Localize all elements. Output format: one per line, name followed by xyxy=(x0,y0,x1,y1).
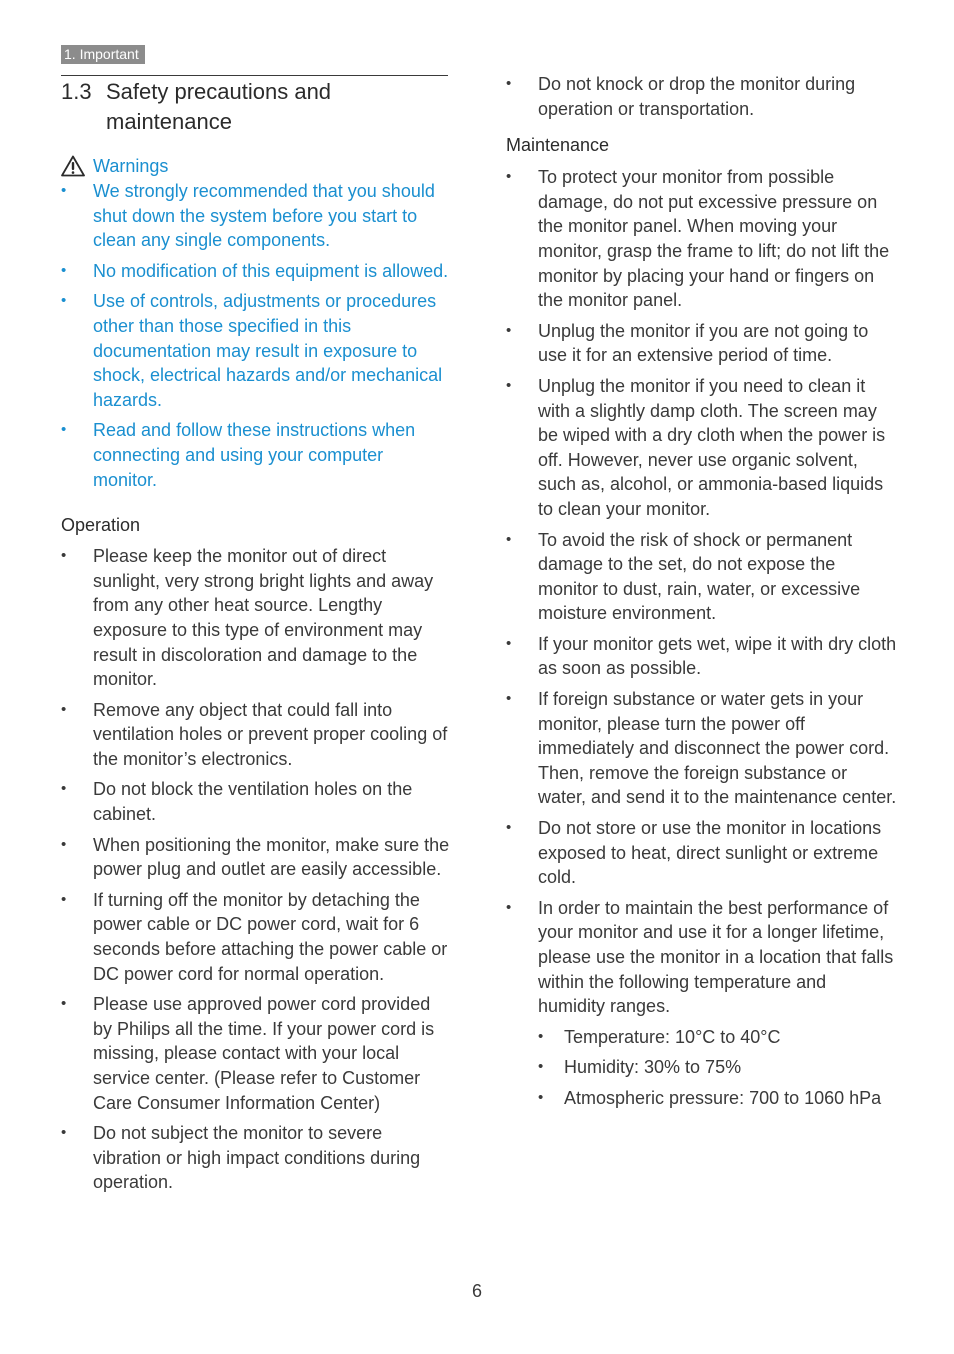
list-item: • Please keep the monitor out of direct sunlight, very strong bright lights and away from any other heat source. Lengthy exposure to this type of environment may result in discoloration and damage to the monitor. xyxy=(61,546,434,690)
list-item: • To protect your monitor from possible damage, do not put excessive pressure on the monitor panel. When moving your monitor, grasp the frame to lift; do not lift the monitor by placing your hand or fingers on the monitor panel. xyxy=(506,167,890,311)
list-item: • Remove any object that could fall into ventilation holes or prevent proper cooling of the monitor’s electronics. xyxy=(61,699,448,769)
right-column xyxy=(506,72,898,1117)
operation-list xyxy=(61,544,451,1195)
list-item: • Unplug the monitor if you need to clean it with a slightly damp cloth. The screen may be wiped with a dry cloth when the power is off. However, never use organic solvent, such as, alcohol, or ammonia-based liquids to clean your monitor. xyxy=(506,375,886,519)
warnings-label: Warnings xyxy=(93,155,169,176)
list-item: • We strongly recommended that you should shut down the system before you start to clean any single components. xyxy=(61,181,435,251)
warnings-header xyxy=(61,153,451,179)
list-item: • If turning off the monitor by detaching the power cable or DC power cord, wait for 6 seconds before attaching the power cable or DC power cord for normal operation. xyxy=(61,889,448,984)
list-item: • Please use approved power cord provided by Philips all the time. If your power cord is missing, please contact with your local service center. (Please refer to Customer Care Consumer Information Center) xyxy=(61,994,435,1113)
maintenance-list xyxy=(506,165,898,1110)
list-item: • Temperature: 10°C to 40°C xyxy=(538,1026,781,1047)
section-tag: 1. Important xyxy=(61,45,145,64)
warnings-list xyxy=(61,179,451,492)
list-item: • Do not subject the monitor to severe vibration or high impact conditions during operation. xyxy=(61,1123,421,1193)
list-item: • Atmospheric pressure: 700 to 1060 hPa xyxy=(538,1087,882,1108)
list-item: • Humidity: 30% to 75% xyxy=(538,1057,742,1078)
page-number: 6 xyxy=(471,1281,482,1301)
list-item: • Do not knock or drop the monitor during operation or transportation. xyxy=(506,74,856,119)
list-item: • If foreign substance or water gets in your monitor, please turn the power off immediately and disconnect the power cord. Then, remove the foreign substance or water, and send it to the maintenance center. xyxy=(506,689,897,808)
operation-list-continued xyxy=(506,72,898,121)
section-number: 1.3 xyxy=(61,79,92,104)
maintenance-heading: Maintenance xyxy=(506,135,610,156)
warning-triangle-icon xyxy=(61,155,85,177)
operation-heading: Operation xyxy=(61,515,141,536)
list-item: • To avoid the risk of shock or permanent damage to the set, do not expose the monitor to dust, rain, water, or excessive moisture environment. xyxy=(506,529,861,624)
section-title: Safety precautions and maintenance xyxy=(106,79,332,134)
list-item: • When positioning the monitor, make sure the power plug and outlet are easily accessible. xyxy=(61,834,450,880)
ranges-list xyxy=(538,1025,898,1111)
list-item: • Do not block the ventilation holes on the cabinet. xyxy=(61,779,413,825)
heading-rule xyxy=(61,75,448,76)
list-item: • No modification of this equipment is allowed. xyxy=(61,260,449,281)
list-item: • Read and follow these instructions when connecting and using your computer monitor. xyxy=(61,420,416,490)
list-item: • Unplug the monitor if you are not going to use it for an extensive period of time. xyxy=(506,320,869,366)
list-item: • If your monitor gets wet, wipe it with dry cloth as soon as possible. xyxy=(506,633,897,679)
list-item: • In order to maintain the best performance of your monitor and use it for a longer lifetime, please use the monitor in a location that falls within the following temperature and humidity ranges. • Temperature: 10°C to 40°C • Humidity: 30% to 75% • Atmospheric pressure: 700 to 1060 hPa xyxy=(506,896,898,1111)
section-heading xyxy=(61,77,448,137)
left-column xyxy=(61,153,451,1201)
list-item: • Do not store or use the monitor in locations exposed to heat, direct sunlight or extreme cold. xyxy=(506,818,882,888)
list-item: • Use of controls, adjustments or procedures other than those specified in this documentation may result in exposure to shock, electrical hazards and/or mechanical hazards. xyxy=(61,291,443,410)
